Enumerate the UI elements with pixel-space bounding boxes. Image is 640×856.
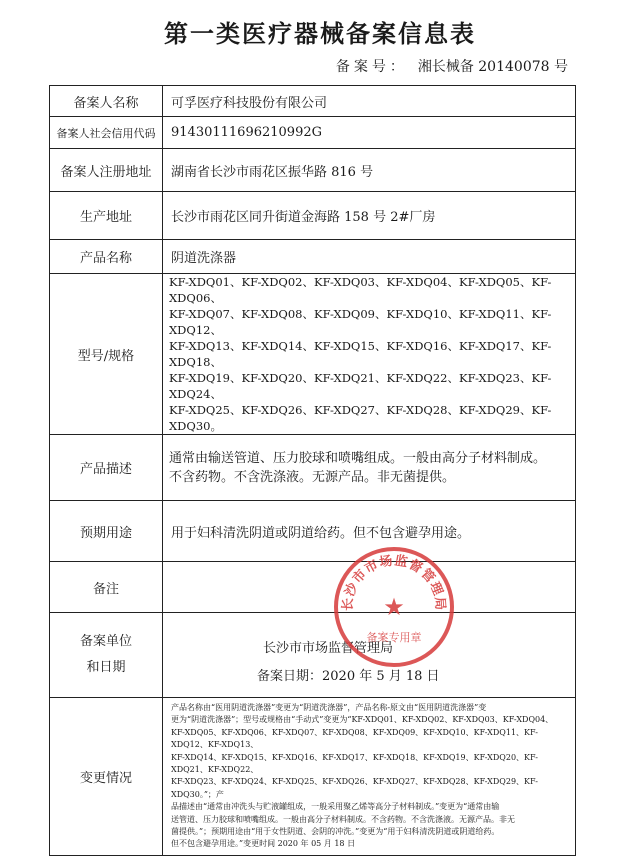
changes-line: KF-XDQ14、KF-XDQ15、KF-XDQ16、KF-XDQ17、KF-XDQ18、KF-XDQ19、KF-XDQ20、KF-XDQ21、KF-XDQ22、 xyxy=(171,752,538,775)
filing-info-table xyxy=(49,85,576,856)
changes-value xyxy=(163,698,576,856)
filing-unit-label xyxy=(50,613,163,698)
seal-star-icon: ★ xyxy=(383,593,405,621)
table-row xyxy=(50,240,576,274)
table-row xyxy=(50,149,576,192)
models-value xyxy=(163,274,576,435)
changes-label: 变更情况 xyxy=(50,698,163,856)
table-row xyxy=(50,117,576,149)
remarks-label: 备注 xyxy=(50,562,163,613)
changes-line: 送管道、压力胶球和喷嘴组成。一般由高分子材料制成。不含药物。不含洗涤液。无源产品。非无 xyxy=(171,814,515,824)
table-row xyxy=(50,562,576,613)
changes-line: 更为“阴道洗涤器”；型号或规格由“手动式”变更为“KF-XDQ01、KF-XDQ02、KF-XDQ03、KF-XDQ04、 xyxy=(171,715,554,725)
record-number-label: 备案号： xyxy=(335,59,408,75)
model-line: KF-XDQ01、KF-XDQ02、KF-XDQ03、KF-XDQ04、KF-XDQ05、KF-XDQ06、 xyxy=(169,275,552,305)
remarks-value xyxy=(163,562,576,613)
seal-arc-text: 长沙市市场监督管理局 xyxy=(340,553,448,612)
filing-unit-label-line2: 和日期 xyxy=(86,660,126,675)
description-label: 产品描述 xyxy=(50,435,163,501)
prod-address-value: 长沙市雨花区同升街道金海路 158 号 2#厂房 xyxy=(163,192,576,240)
description-line: 不含药物。不含洗涤液。无源产品。非无菌提供。 xyxy=(169,469,456,485)
page-title: 第一类医疗器械备案信息表 xyxy=(164,19,476,48)
prod-address-label: 生产地址 xyxy=(50,192,163,240)
description-value xyxy=(163,435,576,501)
reg-address-value: 湖南省长沙市雨花区振华路 816 号 xyxy=(163,149,576,192)
changes-line: KF-XDQ05、KF-XDQ06、KF-XDQ07、KF-XDQ08、KF-XDQ09、KF-XDQ10、KF-XDQ11、KF-XDQ12、KF-XDQ13、 xyxy=(171,727,538,750)
table-row xyxy=(50,698,576,856)
model-line: KF-XDQ25、KF-XDQ26、KF-XDQ27、KF-XDQ28、KF-XDQ29、KF-XDQ30。 xyxy=(169,403,552,433)
product-name-value: 阴道洗涤器 xyxy=(163,240,576,274)
table-row xyxy=(50,274,576,435)
model-line: KF-XDQ19、KF-XDQ20、KF-XDQ21、KF-XDQ22、KF-XDQ23、KF-XDQ24、 xyxy=(169,371,552,401)
credit-code-label: 备案人社会信用代码 xyxy=(50,117,163,149)
record-number-line xyxy=(336,56,568,76)
reg-address-label: 备案人注册地址 xyxy=(50,149,163,192)
models-label: 型号/规格 xyxy=(50,274,163,435)
seal-subtext: 备案专用章 xyxy=(366,631,422,644)
filing-unit-value xyxy=(163,613,576,698)
changes-line: 菌提供。”；预期用途由“用于女性阴道、会阴的冲洗。”变更为“用于妇科清洗阴道或阴道给药。 xyxy=(171,827,500,837)
table-row xyxy=(50,86,576,117)
filing-date: 备案日期：2020 年 5 月 18 日 xyxy=(257,669,440,684)
description-line: 通常由输送管道、压力胶球和喷嘴组成。一般由高分子材料制成。 xyxy=(169,450,547,466)
filer-name-label: 备案人名称 xyxy=(50,86,163,117)
changes-line: 但不包含避孕用途。”变更时间 2020 年 05 月 18 日 xyxy=(171,839,356,849)
credit-code-value: 91430111696210992G xyxy=(163,117,576,149)
record-number-value: 湘长械备 20140078 号 xyxy=(417,59,568,75)
table-row xyxy=(50,501,576,562)
filer-name-value: 可孚医疗科技股份有限公司 xyxy=(163,86,576,117)
product-name-label: 产品名称 xyxy=(50,240,163,274)
changes-line: 产品名称由“医用阴道洗涤器”变更为“阴道洗涤器”，产品名称-原文由“医用阴道洗涤器”变 xyxy=(171,703,487,712)
filing-unit-label-line1: 备案单位 xyxy=(79,634,132,649)
table-row xyxy=(50,613,576,698)
filing-org: 长沙市市场监督管理局 xyxy=(263,641,394,656)
intended-use-label: 预期用途 xyxy=(50,501,163,562)
model-line: KF-XDQ07、KF-XDQ08、KF-XDQ09、KF-XDQ10、KF-XDQ11、KF-XDQ12、 xyxy=(169,307,552,337)
intended-use-value: 用于妇科清洗阴道或阴道给药。但不包含避孕用途。 xyxy=(163,501,576,562)
table-row xyxy=(50,192,576,240)
changes-line: KF-XDQ23、KF-XDQ24、KF-XDQ25、KF-XDQ26、KF-XDQ27、KF-XDQ28、KF-XDQ29、KF-XDQ30。”；产 xyxy=(171,777,538,799)
changes-line: 品描述由“通常由冲洗头与贮液罐组成，一般采用聚乙烯等高分子材料制成。”变更为“通常由输 xyxy=(171,802,500,812)
table-row xyxy=(50,435,576,501)
model-line: KF-XDQ13、KF-XDQ14、KF-XDQ15、KF-XDQ16、KF-XDQ17、KF-XDQ18、 xyxy=(169,339,552,369)
